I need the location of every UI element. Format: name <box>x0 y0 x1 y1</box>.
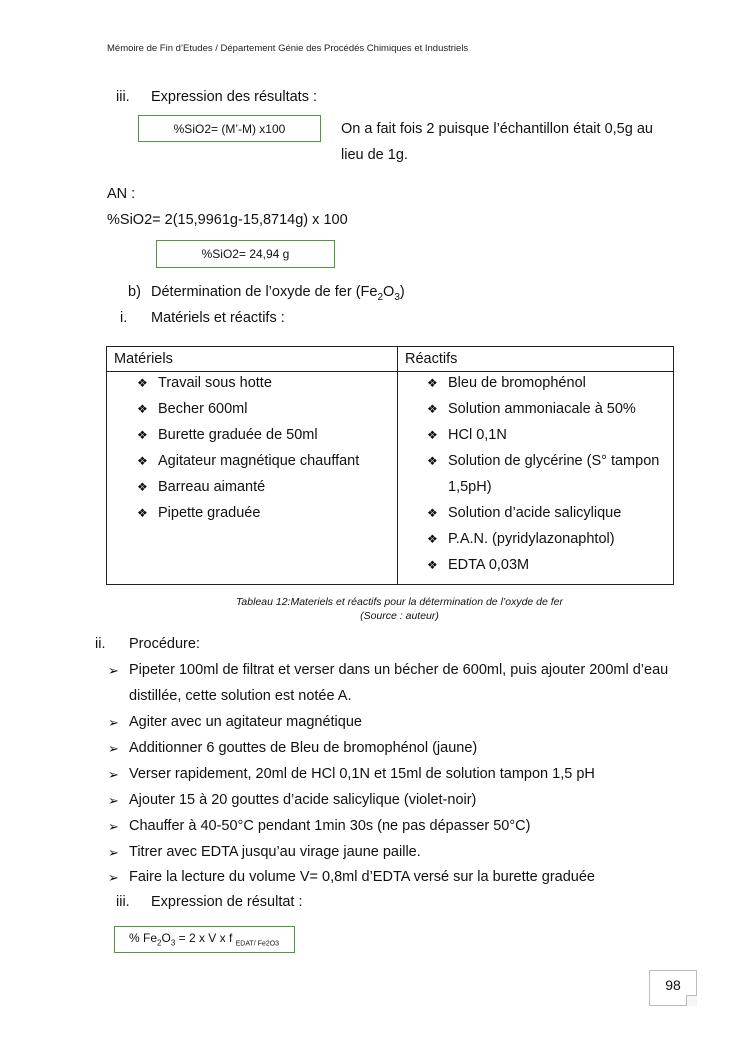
reactif-item: ❖ Solution ammoniacale à 50% <box>427 401 636 417</box>
diamond-bullet-icon: ❖ <box>137 480 148 494</box>
reactif-item: ❖ Bleu de bromophénol <box>427 375 586 391</box>
procedure-step: Chauffer à 40-50°C pendant 1min 30s (ne pas dépasser 50°C) <box>129 818 531 834</box>
procedure-step: distillée, cette solution est notée A. <box>129 688 352 704</box>
arrow-bullet-icon: ➢ <box>108 870 119 885</box>
table-header-reactifs: Réactifs <box>398 347 674 372</box>
table-caption: Tableau 12:Materiels et réactifs pour la détermination de l’oxyde de fer <box>235 596 564 608</box>
page-fold-corner <box>686 995 697 1006</box>
diamond-bullet-icon: ❖ <box>427 376 438 390</box>
section-iii-title: Expression des résultats : <box>151 89 318 105</box>
reactif-item: ❖ P.A.N. (pyridylazonaphtol) <box>427 531 615 547</box>
table-header-materiels: Matériels <box>107 347 398 372</box>
materiel-item: ❖ Agitateur magnétique chauffant <box>137 453 360 469</box>
section-iii-bottom-number: iii. <box>116 894 130 910</box>
materiel-item: ❖ Becher 600ml <box>137 401 248 417</box>
result-sio2-text: %SiO2= 24,94 g <box>201 247 290 261</box>
materiels-list <box>107 372 397 532</box>
section-iii-number: iii. <box>116 89 130 105</box>
arrow-bullet-icon: ➢ <box>108 793 119 808</box>
diamond-bullet-icon: ❖ <box>137 428 148 442</box>
page-header: Mémoire de Fin d’Etudes / Département Génie des Procédés Chimiques et Industriels <box>107 43 469 54</box>
procedure-step: Pipeter 100ml de filtrat et verser dans un bécher de 600ml, puis ajouter 200ml d’eau <box>129 662 669 678</box>
arrow-bullet-icon: ➢ <box>108 819 119 834</box>
materiel-item: ❖ Barreau aimanté <box>137 479 266 495</box>
procedure-step: Additionner 6 gouttes de Bleu de bromophénol (jaune) <box>129 740 478 756</box>
reactif-item: ❖ HCl 0,1N <box>427 427 507 443</box>
procedure-step: Ajouter 15 à 20 gouttes d’acide salicylique (violet-noir) <box>129 792 477 808</box>
formula-fe2o3-box <box>114 926 295 953</box>
reactif-item: ❖ Solution d’acide salicylique <box>427 505 622 521</box>
materiel-item: ❖ Pipette graduée <box>137 505 261 521</box>
section-iii-bottom-title: Expression de résultat : <box>151 894 303 910</box>
formula-sio2-box <box>138 115 321 142</box>
arrow-bullet-icon: ➢ <box>108 845 119 860</box>
section-i-number: i. <box>120 310 128 326</box>
diamond-bullet-icon: ❖ <box>427 402 438 416</box>
materiel-item: ❖ Burette graduée de 50ml <box>137 427 318 443</box>
section-b-title: Détermination de l’oxyde de fer $(Fe_2O_3)$ <box>151 284 405 303</box>
an-label: AN : <box>107 186 136 202</box>
diamond-bullet-icon: ❖ <box>137 376 148 390</box>
procedure-step: Agiter avec un agitateur magnétique <box>129 714 362 730</box>
an-calculation: %SiO2= 2(15,9961g-15,8714g) x 100 <box>107 212 348 228</box>
section-ii-number: ii. <box>95 636 106 652</box>
diamond-bullet-icon: ❖ <box>427 558 438 572</box>
diamond-bullet-icon: ❖ <box>137 402 148 416</box>
materiels-cell <box>107 372 398 585</box>
diamond-bullet-icon: ❖ <box>427 532 438 546</box>
diamond-bullet-icon: ❖ <box>137 454 148 468</box>
formula-sio2-text: %SiO2= (M’-M) x100 <box>173 121 286 136</box>
arrow-bullet-icon: ➢ <box>108 663 119 678</box>
procedure-step: Faire la lecture du volume V= 0,8ml d’EDTA versé sur la burette graduée <box>129 869 595 885</box>
diamond-bullet-icon: ❖ <box>427 428 438 442</box>
diamond-bullet-icon: ❖ <box>427 454 438 468</box>
reactif-item: 1,5pH) <box>448 479 492 495</box>
section-i-title: Matériels et réactifs : <box>151 310 285 326</box>
diamond-bullet-icon: ❖ <box>427 506 438 520</box>
arrow-bullet-icon: ➢ <box>108 741 119 756</box>
table-source: (Source : auteur) <box>360 610 439 622</box>
reactifs-cell <box>398 372 674 585</box>
arrow-bullet-icon: ➢ <box>108 767 119 782</box>
result-sio2-box <box>156 240 335 268</box>
procedure-step: Verser rapidement, 20ml de HCl 0,1N et 15ml de solution tampon 1,5 pH <box>129 766 595 782</box>
section-ii-title: Procédure: <box>129 636 200 652</box>
materials-reagents-table <box>106 346 674 585</box>
arrow-bullet-icon: ➢ <box>108 715 119 730</box>
formula-fe2o3-text: % $Fe_2O_3 = 2$ x V x f $_{EDAT/ Fe2O3}$ <box>129 931 280 948</box>
page-number: 98 <box>665 977 681 993</box>
procedure-step: Titrer avec EDTA jusqu’au virage jaune paille. <box>129 844 421 860</box>
note-line-2: lieu de 1g. <box>341 147 408 163</box>
reactifs-list <box>398 372 673 584</box>
materiel-item: ❖ Travail sous hotte <box>137 375 272 391</box>
section-b-label: b) <box>128 284 141 300</box>
reactif-item: ❖ EDTA 0,03M <box>427 557 530 573</box>
note-line-1: On a fait fois 2 puisque l’échantillon était 0,5g au <box>341 121 653 137</box>
diamond-bullet-icon: ❖ <box>137 506 148 520</box>
reactif-item: ❖ Solution de glycérine (S° tampon <box>427 453 660 469</box>
